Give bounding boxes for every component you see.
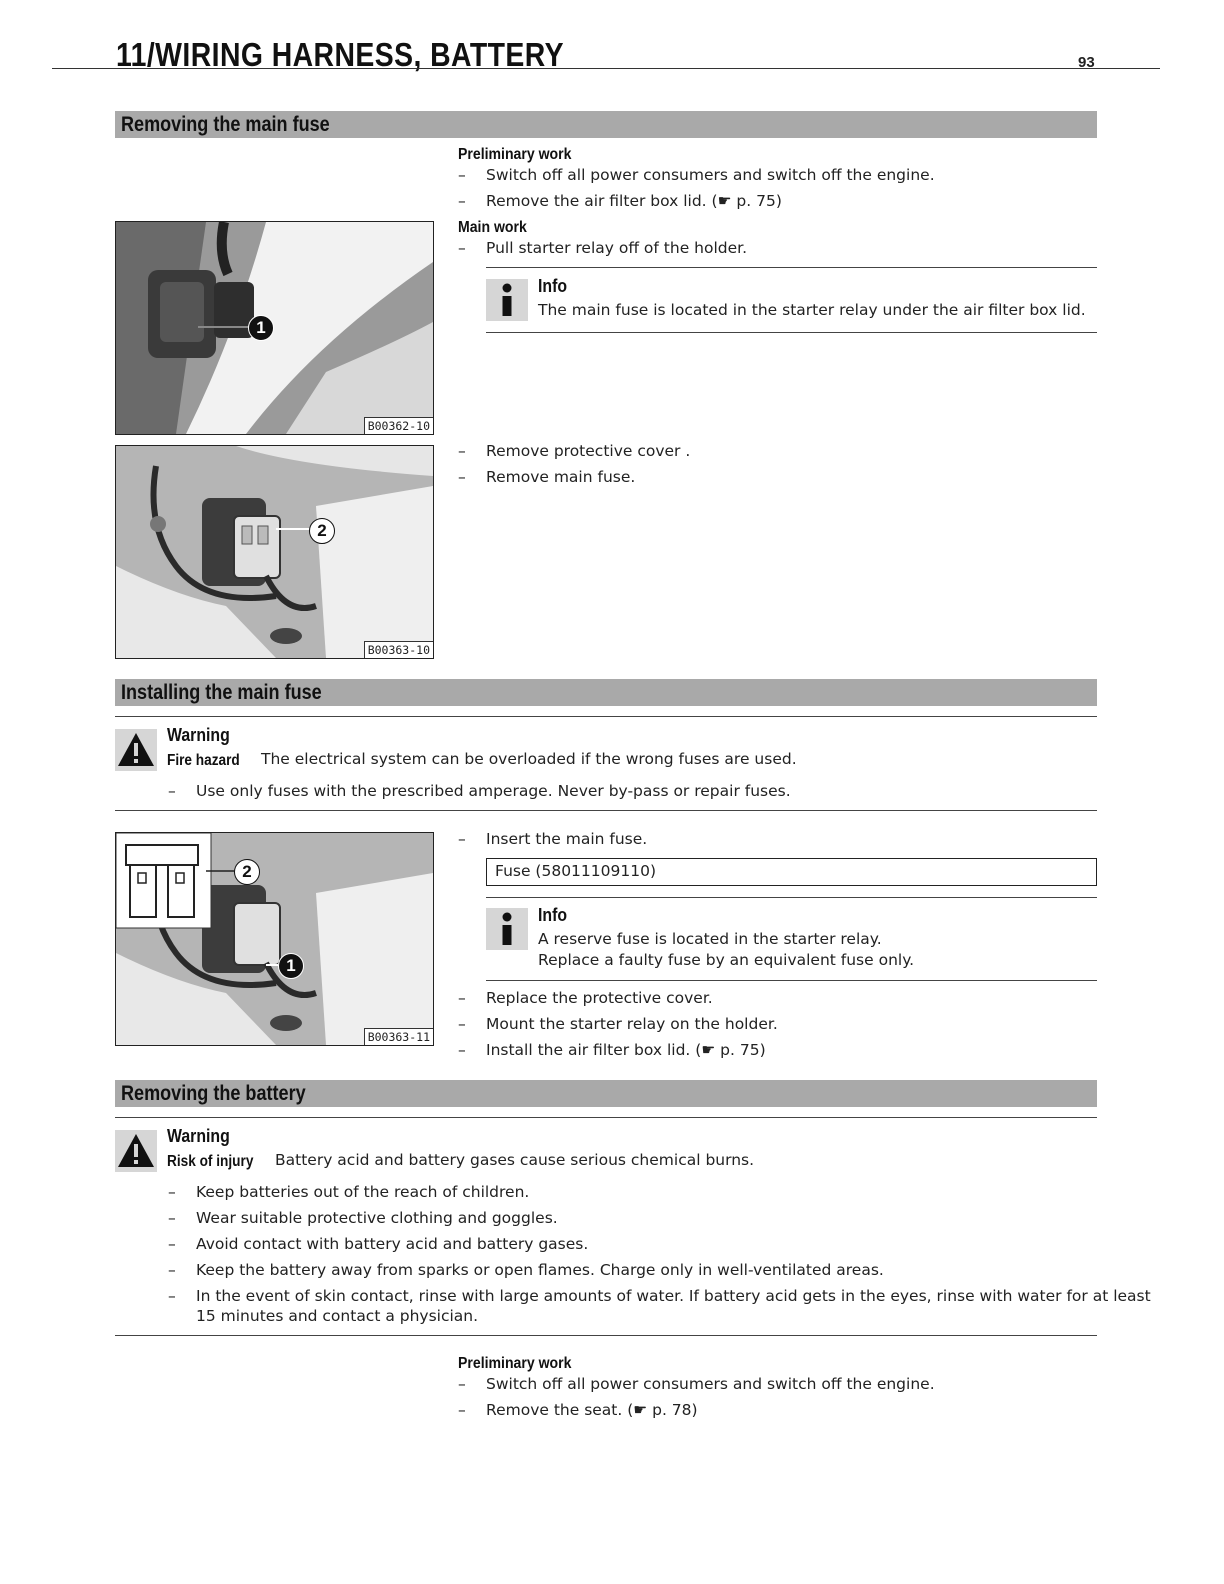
- main-work-label: Main work: [458, 219, 527, 236]
- info-text: A reserve fuse is located in the starter relay.: [538, 930, 882, 948]
- warning-title: Warning: [167, 1126, 230, 1146]
- fuse-spec: Fuse (58011109110): [495, 862, 657, 880]
- callout-1: 1: [248, 315, 274, 341]
- callout-1: 1: [278, 953, 304, 979]
- warning-triangle-icon: [115, 729, 157, 771]
- section-title: Installing the main fuse: [121, 681, 322, 704]
- page-number: 93: [1078, 54, 1095, 71]
- photo-starter-relay: [115, 221, 434, 435]
- callout-2: 2: [234, 859, 260, 885]
- page-title: 11/WIRING HARNESS, BATTERY: [116, 36, 564, 73]
- callout-2: 2: [309, 518, 335, 544]
- fuse-spec-box: [486, 858, 1097, 886]
- info-text: Replace a faulty fuse by an equivalent fuse only.: [538, 951, 915, 969]
- photo-main-fuse: [115, 832, 434, 1046]
- info-text: The main fuse is located in the starter relay under the air filter box lid.: [538, 301, 1086, 319]
- header-rule: [52, 68, 1160, 69]
- info-icon: [486, 279, 528, 321]
- warning-title: Warning: [167, 725, 230, 745]
- section-title: Removing the main fuse: [121, 113, 330, 136]
- hazard-label: Fire hazard: [167, 752, 240, 769]
- section-title: Removing the battery: [121, 1082, 306, 1105]
- info-rule-bottom: [486, 332, 1097, 333]
- step-continuation: 15 minutes and contact a physician.: [196, 1307, 479, 1325]
- preliminary-work-label: Preliminary work: [458, 146, 572, 163]
- warning-rule-top: [115, 716, 1097, 717]
- photo-code: B00362-10: [364, 417, 433, 434]
- section-bar-removing-main-fuse: [115, 111, 1097, 138]
- info-title: Info: [538, 276, 568, 296]
- warning-rule-bottom: [115, 810, 1097, 811]
- hazard-line: [167, 1151, 265, 1171]
- photo-protective-cover: [115, 445, 434, 659]
- preliminary-work-label: Preliminary work: [458, 1355, 572, 1372]
- photo-code: B00363-11: [364, 1028, 433, 1045]
- info-title: Info: [538, 905, 568, 925]
- section-bar-removing-battery: [115, 1080, 1097, 1107]
- info-rule-top: [486, 267, 1097, 268]
- hazard-line: [167, 750, 250, 770]
- photo-code: B00363-10: [364, 641, 433, 658]
- hazard-label: Risk of injury: [167, 1153, 254, 1170]
- warning-rule-top: [115, 1117, 1097, 1118]
- info-rule-bottom: [486, 980, 1097, 981]
- section-bar-installing-main-fuse: [115, 679, 1097, 706]
- warning-rule-bottom: [115, 1335, 1097, 1336]
- hazard-text: The electrical system can be overloaded if the wrong fuses are used.: [261, 750, 797, 768]
- warning-triangle-icon: [115, 1130, 157, 1172]
- info-rule-top: [486, 897, 1097, 898]
- hazard-text: Battery acid and battery gases cause serious chemical burns.: [275, 1151, 755, 1169]
- info-icon: [486, 908, 528, 950]
